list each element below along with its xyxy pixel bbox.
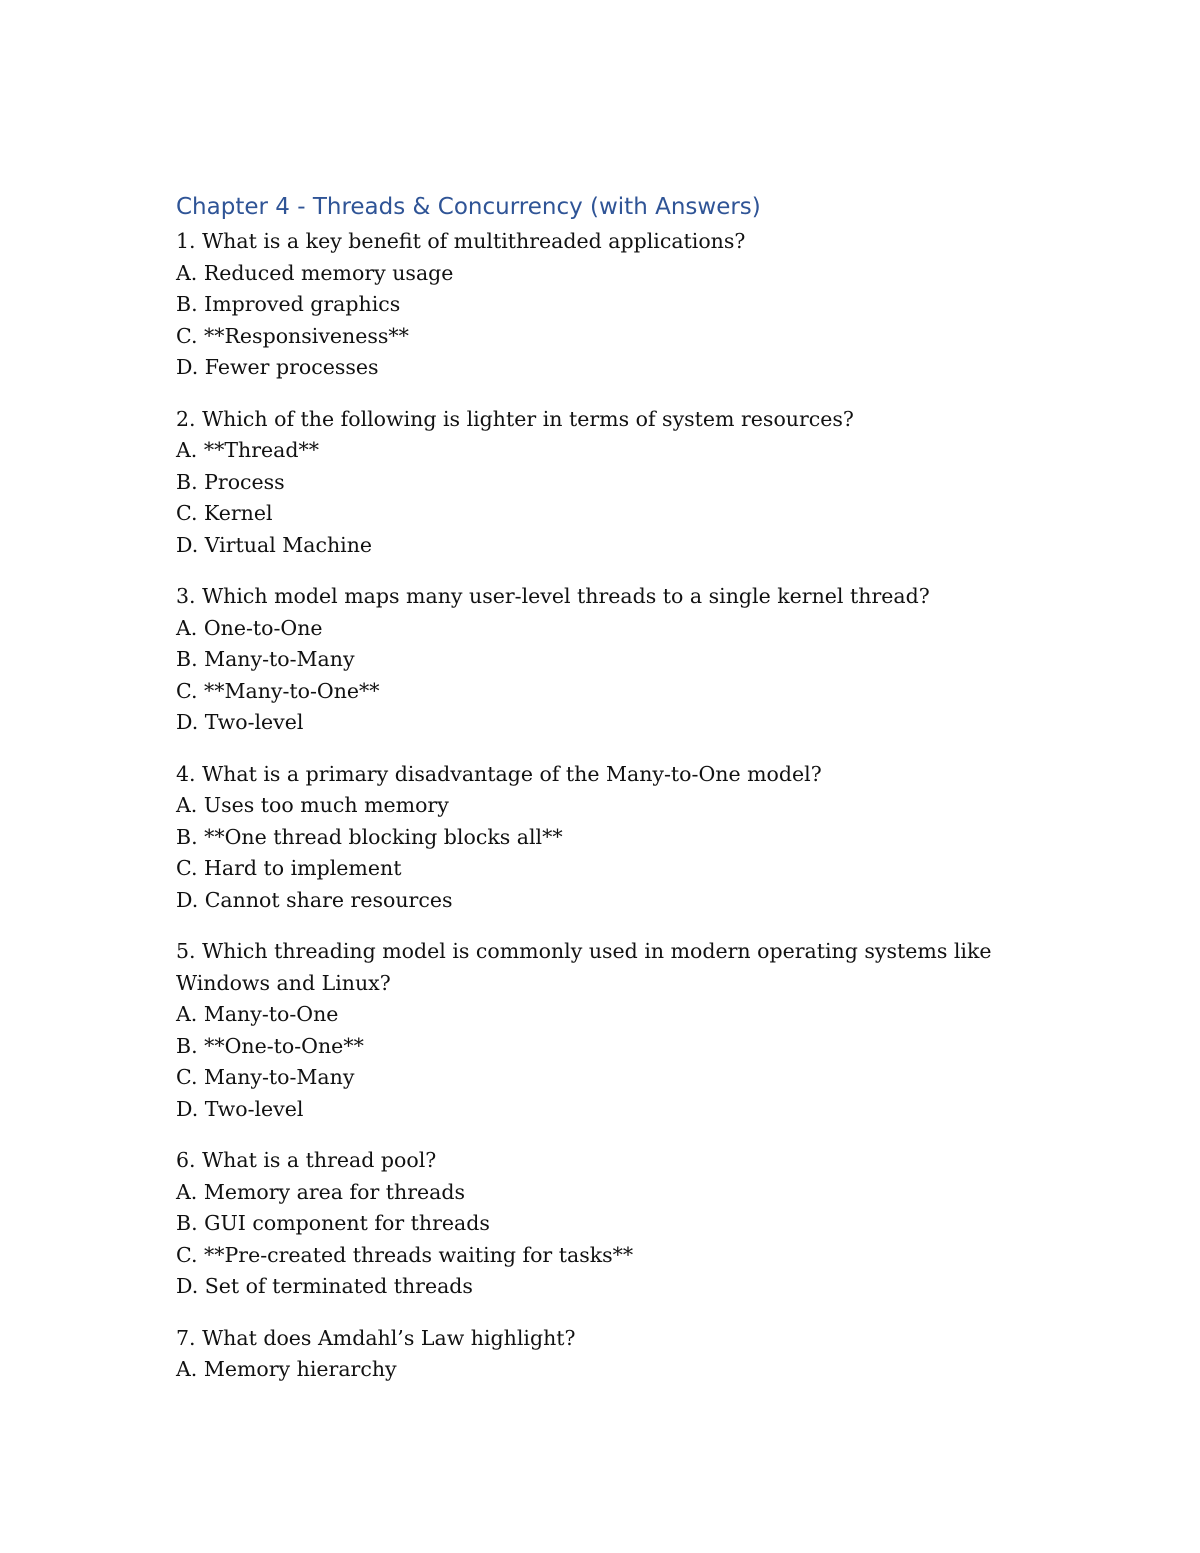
question-text: 7. What does Amdahl’s Law highlight? (176, 1325, 576, 1350)
answer-option: D. Two-level (176, 1096, 304, 1121)
question-text: 3. Which model maps many user-level threads to a single kernel thread? (176, 584, 930, 608)
answer-option: D. Set of terminated threads (176, 1274, 473, 1298)
question-text: 1. What is a key benefit of multithreaded applications? (176, 229, 746, 253)
answer-option: C. **Many-to-One** (176, 678, 380, 703)
answer-option: C. Kernel (176, 501, 273, 525)
answer-option: B. Improved graphics (176, 292, 401, 316)
answer-option: A. Memory area for threads (176, 1179, 466, 1204)
answer-option: D. Fewer processes (176, 355, 379, 379)
question-6 (176, 1145, 1036, 1303)
answer-option: A. **Thread** (176, 438, 319, 462)
answer-option: D. Two-level (176, 710, 304, 734)
answer-option: D. Virtual Machine (176, 532, 373, 557)
answer-option: B. GUI component for threads (176, 1211, 490, 1235)
answer-option: B. Many-to-Many (176, 647, 355, 671)
answer-option: A. Reduced memory usage (176, 260, 454, 285)
document-content (176, 190, 1036, 1406)
answer-option: B. Process (176, 469, 285, 494)
question-7 (176, 1323, 1036, 1386)
answer-option: C. Many-to-Many (176, 1065, 355, 1089)
question-5 (176, 936, 1036, 1125)
question-text: 5. Which threading model is commonly used in modern operating systems like Windows and Linux? (176, 939, 992, 995)
document-title: Chapter 4 - Threads & Concurrency (with Answers) (176, 194, 761, 220)
question-2 (176, 404, 1036, 562)
answer-option: C. Hard to implement (176, 856, 402, 880)
question-text: 6. What is a thread pool? (176, 1148, 437, 1172)
question-text: 2. Which of the following is lighter in terms of system resources? (176, 406, 854, 431)
answer-option: A. Uses too much memory (176, 793, 449, 817)
question-4 (176, 759, 1036, 917)
answer-option: C. **Pre-created threads waiting for tasks** (176, 1242, 634, 1267)
answer-option: B. **One-to-One** (176, 1033, 364, 1058)
answer-option: C. **Responsiveness** (176, 323, 409, 348)
answer-option: A. Memory hierarchy (176, 1357, 397, 1381)
answer-option: D. Cannot share resources (176, 887, 453, 912)
question-1 (176, 226, 1036, 384)
question-3 (176, 581, 1036, 739)
answer-option: A. Many-to-One (176, 1002, 339, 1026)
answer-option: B. **One thread blocking blocks all** (176, 824, 563, 849)
answer-option: A. One-to-One (176, 615, 323, 640)
question-text: 4. What is a primary disadvantage of the Many-to-One model? (176, 761, 822, 786)
